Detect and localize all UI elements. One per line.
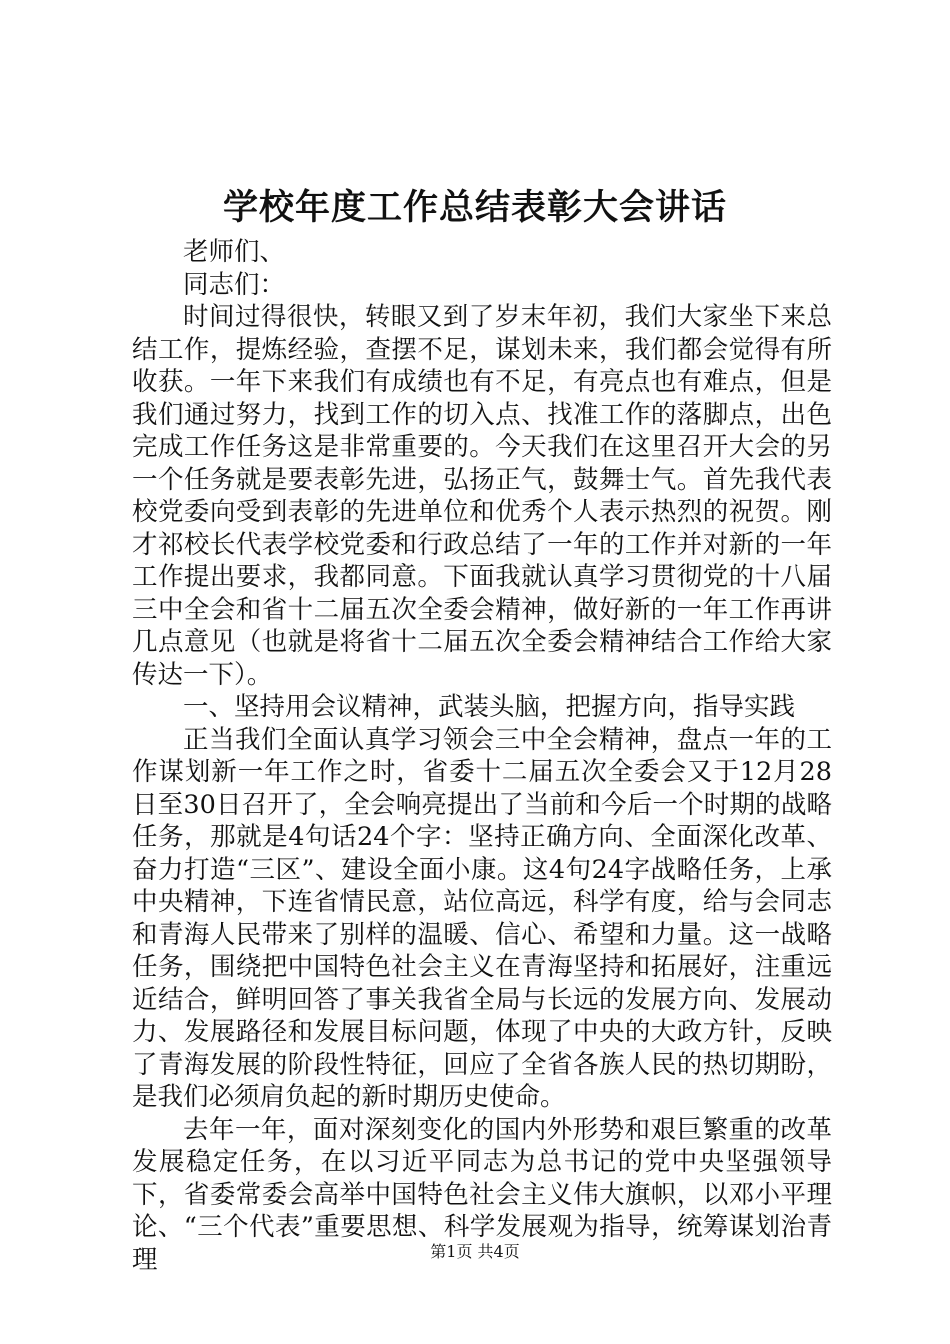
body-paragraph: 正当我们全面认真学习领会三中全会精神，盘点一年的工作谋划新一年工作之时，省委十二届五次全委会又于12月28日至30日召开了，全会响亮提出了当前和今后一个时期的战略任务，那就是4句话24个字：坚持正确方向、全面深化改革、奋力打造“三区”、建设全面小康。这4句24字战略任务，上承中央精神，下连省情民意，站位高远，科学有度，给与会同志和青海人民带来了别样的温暖、信心、希望和力量。这一战略任务，围绕把中国特色社会主义在青海坚持和拓展好，注重远近结合，鲜明回答了事关我省全局与长远的发展方向、发展动力、发展路径和发展目标问题，体现了中央的大政方针，反映了青海发展的阶段性特征，回应了全省各族人民的热切期盼，是我们必须肩负起的新时期历史使命。 bbox=[132, 724, 832, 1112]
body-paragraph: 去年一年，面对深刻变化的国内外形势和艰巨繁重的改革发展稳定任务，在以习近平同志为总书记的党中央坚强领导下，省委常委会高举中国特色社会主义伟大旗帜，以邓小平理论、“三个代表”重要思想、科学发展观为指导，统筹谋划治青理 bbox=[132, 1114, 832, 1275]
section-heading: 一、坚持用会议精神，武装头脑，把握方向，指导实践 bbox=[183, 692, 796, 722]
document-title: 学校年度工作总结表彰大会讲话 bbox=[222, 187, 727, 228]
document-body bbox=[132, 236, 832, 1276]
body-paragraph: 时间过得很快，转眼又到了岁末年初，我们大家坐下来总结工作，提炼经验，查摆不足，谋划未来，我们都会觉得有所收获。一年下来我们有成绩也有不足，有亮点也有难点，但是我们通过努力，找到工作的切入点、找准工作的落脚点，出色完成工作任务这是非常重要的。今天我们在这里召开大会的另一个任务就是要表彰先进，弘扬正气，鼓舞士气。首先我代表校党委向受到表彰的先进单位和优秀个人表示热烈的祝贺。刚才祁校长代表学校党委和行政总结了一年的工作并对新的一年工作提出要求，我都同意。下面我就认真学习贯彻党的十八届三中全会和省十二届五次全委会精神，做好新的一年工作再讲几点意见（也就是将省十二届五次全委会精神结合工作给大家传达一下）。 bbox=[132, 302, 832, 690]
page-number-footer: 第1页 共4页 bbox=[430, 1242, 520, 1261]
greeting-teachers: 老师们、 bbox=[183, 237, 286, 267]
greeting-comrades: 同志们： bbox=[183, 269, 286, 300]
